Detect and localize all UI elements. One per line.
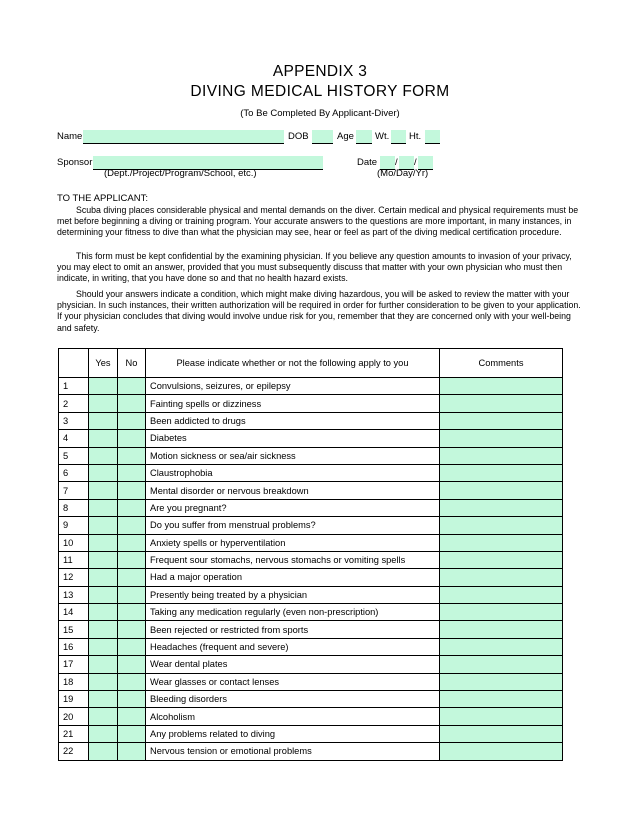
- intro-paragraph: Scuba diving places considerable physical and mental demands on the diver. Certain medical and physical requirements must be met before beginning a diving or training program. Your accurate answers to the questions are more important, in many instances, in determining your fitness to dive than what the physician may see, hear or feel as part of the diving medical certification procedure.: [57, 205, 579, 238]
- comments-field[interactable]: [440, 551, 563, 568]
- wt-field[interactable]: [391, 130, 406, 144]
- no-checkbox-cell[interactable]: [118, 499, 146, 516]
- comments-field[interactable]: [440, 378, 563, 395]
- yes-checkbox-cell[interactable]: [89, 743, 118, 760]
- table-row: [59, 378, 563, 395]
- table-row: [59, 586, 563, 603]
- table-row: [59, 482, 563, 499]
- no-checkbox-cell[interactable]: [118, 534, 146, 551]
- table-row: [59, 621, 563, 638]
- date-separator: /: [395, 157, 398, 168]
- yes-checkbox-cell[interactable]: [89, 430, 118, 447]
- question-text: Nervous tension or emotional problems: [146, 743, 440, 760]
- dob-label: DOB: [288, 131, 309, 142]
- sponsor-label: Sponsor: [57, 157, 93, 168]
- table-row: [59, 708, 563, 725]
- age-label: Age: [337, 131, 354, 142]
- table-row: [59, 395, 563, 412]
- ht-label: Ht.: [409, 131, 422, 142]
- question-text: Had a major operation: [146, 569, 440, 586]
- name-label: Name: [57, 131, 83, 142]
- intro-paragraph: This form must be kept confidential by the examining physician. If you believe any question amounts to invasion of your privacy, you may elect to omit an answer, provided that you must subsequently discuss that matter with your own physician who must then indicate, in writing, that you have done so and that no health hazard exists.: [57, 251, 572, 284]
- question-text: Bleeding disorders: [146, 691, 440, 708]
- question-number: 16: [59, 638, 89, 655]
- comments-field[interactable]: [440, 569, 563, 586]
- yes-checkbox-cell[interactable]: [89, 447, 118, 464]
- question-number: 5: [59, 447, 89, 464]
- no-checkbox-cell[interactable]: [118, 447, 146, 464]
- table-row: [59, 551, 563, 568]
- comments-field[interactable]: [440, 430, 563, 447]
- sponsor-hint: (Dept./Project/Program/School, etc.): [104, 168, 257, 179]
- question-text: Taking any medication regularly (even non-prescription): [146, 604, 440, 621]
- form-title: DIVING MEDICAL HISTORY FORM: [190, 83, 450, 100]
- yes-checkbox-cell[interactable]: [89, 621, 118, 638]
- appendix-label: APPENDIX 3: [272, 63, 368, 80]
- no-checkbox-cell[interactable]: [118, 725, 146, 742]
- yes-checkbox-cell[interactable]: [89, 604, 118, 621]
- question-text: Diabetes: [146, 430, 440, 447]
- age-field[interactable]: [356, 130, 372, 144]
- date-hint: (Mo/Day/Yr): [377, 168, 429, 179]
- yes-checkbox-cell[interactable]: [89, 656, 118, 673]
- no-checkbox-cell[interactable]: [118, 743, 146, 760]
- question-number: 6: [59, 464, 89, 481]
- yes-checkbox-cell[interactable]: [89, 586, 118, 603]
- question-text: Headaches (frequent and severe): [146, 638, 440, 655]
- no-checkbox-cell[interactable]: [118, 656, 146, 673]
- question-number: 10: [59, 534, 89, 551]
- table-row: [59, 412, 563, 429]
- question-number: 9: [59, 517, 89, 534]
- table-row: [59, 604, 563, 621]
- no-checkbox-cell[interactable]: [118, 621, 146, 638]
- yes-checkbox-cell[interactable]: [89, 395, 118, 412]
- question-number: 13: [59, 586, 89, 603]
- question-text: Been addicted to drugs: [146, 412, 440, 429]
- question-text: Mental disorder or nervous breakdown: [146, 482, 440, 499]
- question-text: Anxiety spells or hyperventilation: [146, 534, 440, 551]
- comments-field[interactable]: [440, 743, 563, 760]
- no-checkbox-cell[interactable]: [118, 517, 146, 534]
- question-text: Do you suffer from menstrual problems?: [146, 517, 440, 534]
- question-number: 7: [59, 482, 89, 499]
- comments-field[interactable]: [440, 586, 563, 603]
- question-number: 15: [59, 621, 89, 638]
- question-number: 11: [59, 551, 89, 568]
- table-header-row: [59, 349, 563, 378]
- question-text: Fainting spells or dizziness: [146, 395, 440, 412]
- ht-field[interactable]: [425, 130, 440, 144]
- question-number: 19: [59, 691, 89, 708]
- no-checkbox-cell[interactable]: [118, 378, 146, 395]
- comments-field[interactable]: [440, 464, 563, 481]
- form-subtitle: (To Be Completed By Applicant-Diver): [240, 108, 400, 119]
- question-number: 4: [59, 430, 89, 447]
- question-text: Any problems related to diving: [146, 725, 440, 742]
- question-text: Wear glasses or contact lenses: [146, 673, 440, 690]
- yes-checkbox-cell[interactable]: [89, 499, 118, 516]
- yes-checkbox-cell[interactable]: [89, 482, 118, 499]
- comments-field[interactable]: [440, 517, 563, 534]
- header-comments: Comments: [440, 349, 563, 378]
- question-number: 17: [59, 656, 89, 673]
- yes-checkbox-cell[interactable]: [89, 691, 118, 708]
- medical-history-table: [58, 348, 563, 761]
- comments-field[interactable]: [440, 499, 563, 516]
- comments-field[interactable]: [440, 673, 563, 690]
- comments-field[interactable]: [440, 395, 563, 412]
- yes-checkbox-cell[interactable]: [89, 673, 118, 690]
- yes-checkbox-cell[interactable]: [89, 725, 118, 742]
- question-text: Been rejected or restricted from sports: [146, 621, 440, 638]
- header-no: No: [118, 349, 146, 378]
- yes-checkbox-cell[interactable]: [89, 464, 118, 481]
- question-number: 3: [59, 412, 89, 429]
- table-row: [59, 517, 563, 534]
- table-row: [59, 430, 563, 447]
- table-row: [59, 464, 563, 481]
- question-text: Wear dental plates: [146, 656, 440, 673]
- no-checkbox-cell[interactable]: [118, 464, 146, 481]
- table-row: [59, 743, 563, 760]
- comments-field[interactable]: [440, 447, 563, 464]
- name-field[interactable]: [83, 130, 284, 144]
- question-text: Frequent sour stomachs, nervous stomachs or vomiting spells: [146, 551, 440, 568]
- question-number: 18: [59, 673, 89, 690]
- table-row: [59, 638, 563, 655]
- question-number: 2: [59, 395, 89, 412]
- question-text: Claustrophobia: [146, 464, 440, 481]
- question-number: 12: [59, 569, 89, 586]
- no-checkbox-cell[interactable]: [118, 482, 146, 499]
- no-checkbox-cell[interactable]: [118, 412, 146, 429]
- date-separator: /: [414, 157, 417, 168]
- yes-checkbox-cell[interactable]: [89, 569, 118, 586]
- yes-checkbox-cell[interactable]: [89, 708, 118, 725]
- comments-field[interactable]: [440, 412, 563, 429]
- table-row: [59, 691, 563, 708]
- table-row: [59, 725, 563, 742]
- comments-field[interactable]: [440, 534, 563, 551]
- dob-field[interactable]: [312, 130, 333, 144]
- intro-paragraph: Should your answers indicate a condition, which might make diving hazardous, you will be asked to review the matter with your physician. In such instances, their written authorization will be required in order for further consideration to be given to your application. If your physician concludes that diving would involve undue risk for you, remember that they are concerned only with your well-being and safety.: [57, 289, 581, 333]
- no-checkbox-cell[interactable]: [118, 551, 146, 568]
- comments-field[interactable]: [440, 482, 563, 499]
- table-row: [59, 673, 563, 690]
- no-checkbox-cell[interactable]: [118, 430, 146, 447]
- question-text: Convulsions, seizures, or epilepsy: [146, 378, 440, 395]
- table-row: [59, 447, 563, 464]
- no-checkbox-cell[interactable]: [118, 691, 146, 708]
- header-yes: Yes: [89, 349, 118, 378]
- yes-checkbox-cell[interactable]: [89, 551, 118, 568]
- yes-checkbox-cell[interactable]: [89, 517, 118, 534]
- comments-field[interactable]: [440, 691, 563, 708]
- question-number: 20: [59, 708, 89, 725]
- question-number: 21: [59, 725, 89, 742]
- date-label: Date: [357, 157, 378, 168]
- wt-label: Wt.: [375, 131, 390, 142]
- no-checkbox-cell[interactable]: [118, 638, 146, 655]
- yes-checkbox-cell[interactable]: [89, 378, 118, 395]
- table-row: [59, 534, 563, 551]
- question-number: 22: [59, 743, 89, 760]
- no-checkbox-cell[interactable]: [118, 569, 146, 586]
- no-checkbox-cell[interactable]: [118, 604, 146, 621]
- no-checkbox-cell[interactable]: [118, 395, 146, 412]
- question-number: 8: [59, 499, 89, 516]
- comments-field[interactable]: [440, 604, 563, 621]
- no-checkbox-cell[interactable]: [118, 708, 146, 725]
- comments-field[interactable]: [440, 725, 563, 742]
- question-number: 1: [59, 378, 89, 395]
- table-row: [59, 656, 563, 673]
- applicant-heading: TO THE APPLICANT:: [57, 193, 148, 204]
- question-text: Motion sickness or sea/air sickness: [146, 447, 440, 464]
- question-text: Alcoholism: [146, 708, 440, 725]
- no-checkbox-cell[interactable]: [118, 586, 146, 603]
- comments-field[interactable]: [440, 638, 563, 655]
- header-question: Please indicate whether or not the following apply to you: [146, 349, 440, 378]
- comments-field[interactable]: [440, 708, 563, 725]
- no-checkbox-cell[interactable]: [118, 673, 146, 690]
- table-row: [59, 499, 563, 516]
- question-text: Presently being treated by a physician: [146, 586, 440, 603]
- yes-checkbox-cell[interactable]: [89, 638, 118, 655]
- comments-field[interactable]: [440, 656, 563, 673]
- header-number: [59, 349, 89, 378]
- question-number: 14: [59, 604, 89, 621]
- table-row: [59, 569, 563, 586]
- comments-field[interactable]: [440, 621, 563, 638]
- question-text: Are you pregnant?: [146, 499, 440, 516]
- yes-checkbox-cell[interactable]: [89, 412, 118, 429]
- yes-checkbox-cell[interactable]: [89, 534, 118, 551]
